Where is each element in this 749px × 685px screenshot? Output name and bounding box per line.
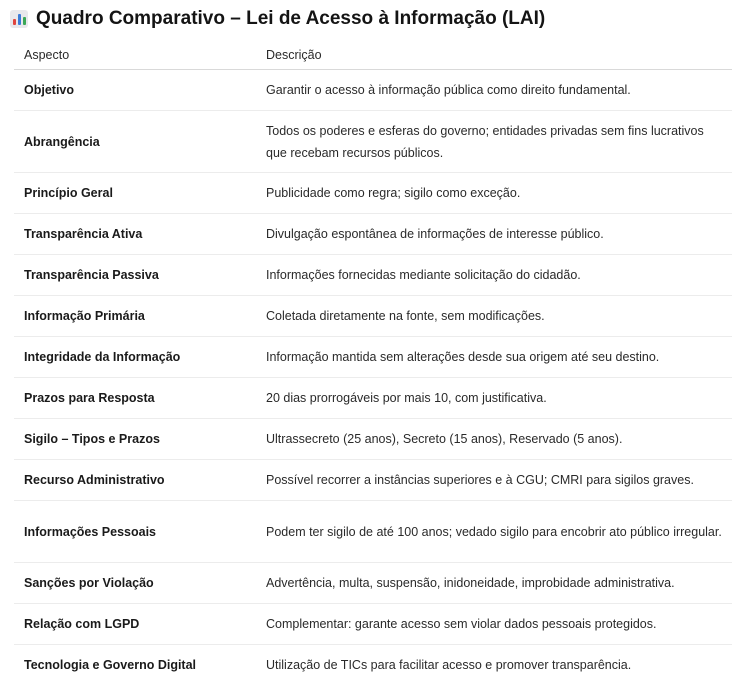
description-cell: Publicidade como regra; sigilo como exceção. [256, 173, 732, 214]
bar-chart-icon [10, 10, 28, 28]
aspect-cell: Sanções por Violação [14, 563, 256, 604]
table-row [14, 214, 732, 255]
page-title [10, 6, 545, 32]
aspect-cell: Recurso Administrativo [14, 460, 256, 501]
aspect-cell: Objetivo [14, 70, 256, 111]
table-row [14, 378, 732, 419]
description-cell: Ultrassecreto (25 anos), Secreto (15 anos), Reservado (5 anos). [256, 419, 732, 460]
aspect-cell: Prazos para Resposta [14, 378, 256, 419]
table-row [14, 173, 732, 214]
aspect-cell: Sigilo – Tipos e Prazos [14, 419, 256, 460]
aspect-cell: Informação Primária [14, 296, 256, 337]
table-header-row [14, 40, 732, 70]
description-cell: Garantir o acesso à informação pública como direito fundamental. [256, 70, 732, 111]
description-cell: Coletada diretamente na fonte, sem modificações. [256, 296, 732, 337]
description-cell: Utilização de TICs para facilitar acesso e promover transparência. [256, 645, 732, 685]
table-row [14, 337, 732, 378]
description-cell: Informação mantida sem alterações desde sua origem até seu destino. [256, 337, 732, 378]
aspect-cell: Integridade da Informação [14, 337, 256, 378]
description-cell: Divulgação espontânea de informações de interesse público. [256, 214, 732, 255]
table-row [14, 645, 732, 685]
aspect-cell: Tecnologia e Governo Digital [14, 645, 256, 685]
description-cell: Possível recorrer a instâncias superiores e à CGU; CMRI para sigilos graves. [256, 460, 732, 501]
description-cell: Todos os poderes e esferas do governo; entidades privadas sem fins lucrativos que recebam recursos públicos. [256, 111, 732, 173]
description-cell: Advertência, multa, suspensão, inidoneidade, improbidade administrativa. [256, 563, 732, 604]
aspect-cell: Transparência Ativa [14, 214, 256, 255]
table-row [14, 255, 732, 296]
page-title-text: Quadro Comparativo – Lei de Acesso à Informação (LAI) [36, 8, 545, 30]
aspect-cell: Abrangência [14, 111, 256, 173]
description-cell: Podem ter sigilo de até 100 anos; vedado sigilo para encobrir ato público irregular. [256, 501, 732, 563]
header-aspect: Aspecto [14, 40, 256, 70]
description-cell: Complementar: garante acesso sem violar dados pessoais protegidos. [256, 604, 732, 645]
table-row [14, 70, 732, 111]
aspect-cell: Transparência Passiva [14, 255, 256, 296]
table-row [14, 419, 732, 460]
table-row [14, 460, 732, 501]
description-cell: 20 dias prorrogáveis por mais 10, com justificativa. [256, 378, 732, 419]
aspect-cell: Relação com LGPD [14, 604, 256, 645]
table-row [14, 296, 732, 337]
description-cell: Informações fornecidas mediante solicitação do cidadão. [256, 255, 732, 296]
header-description: Descrição [256, 40, 732, 70]
table-row [14, 111, 732, 173]
aspect-cell: Informações Pessoais [14, 501, 256, 563]
aspect-cell: Princípio Geral [14, 173, 256, 214]
table-row [14, 563, 732, 604]
table-row [14, 604, 732, 645]
table-row [14, 501, 732, 563]
comparison-table [14, 40, 732, 685]
